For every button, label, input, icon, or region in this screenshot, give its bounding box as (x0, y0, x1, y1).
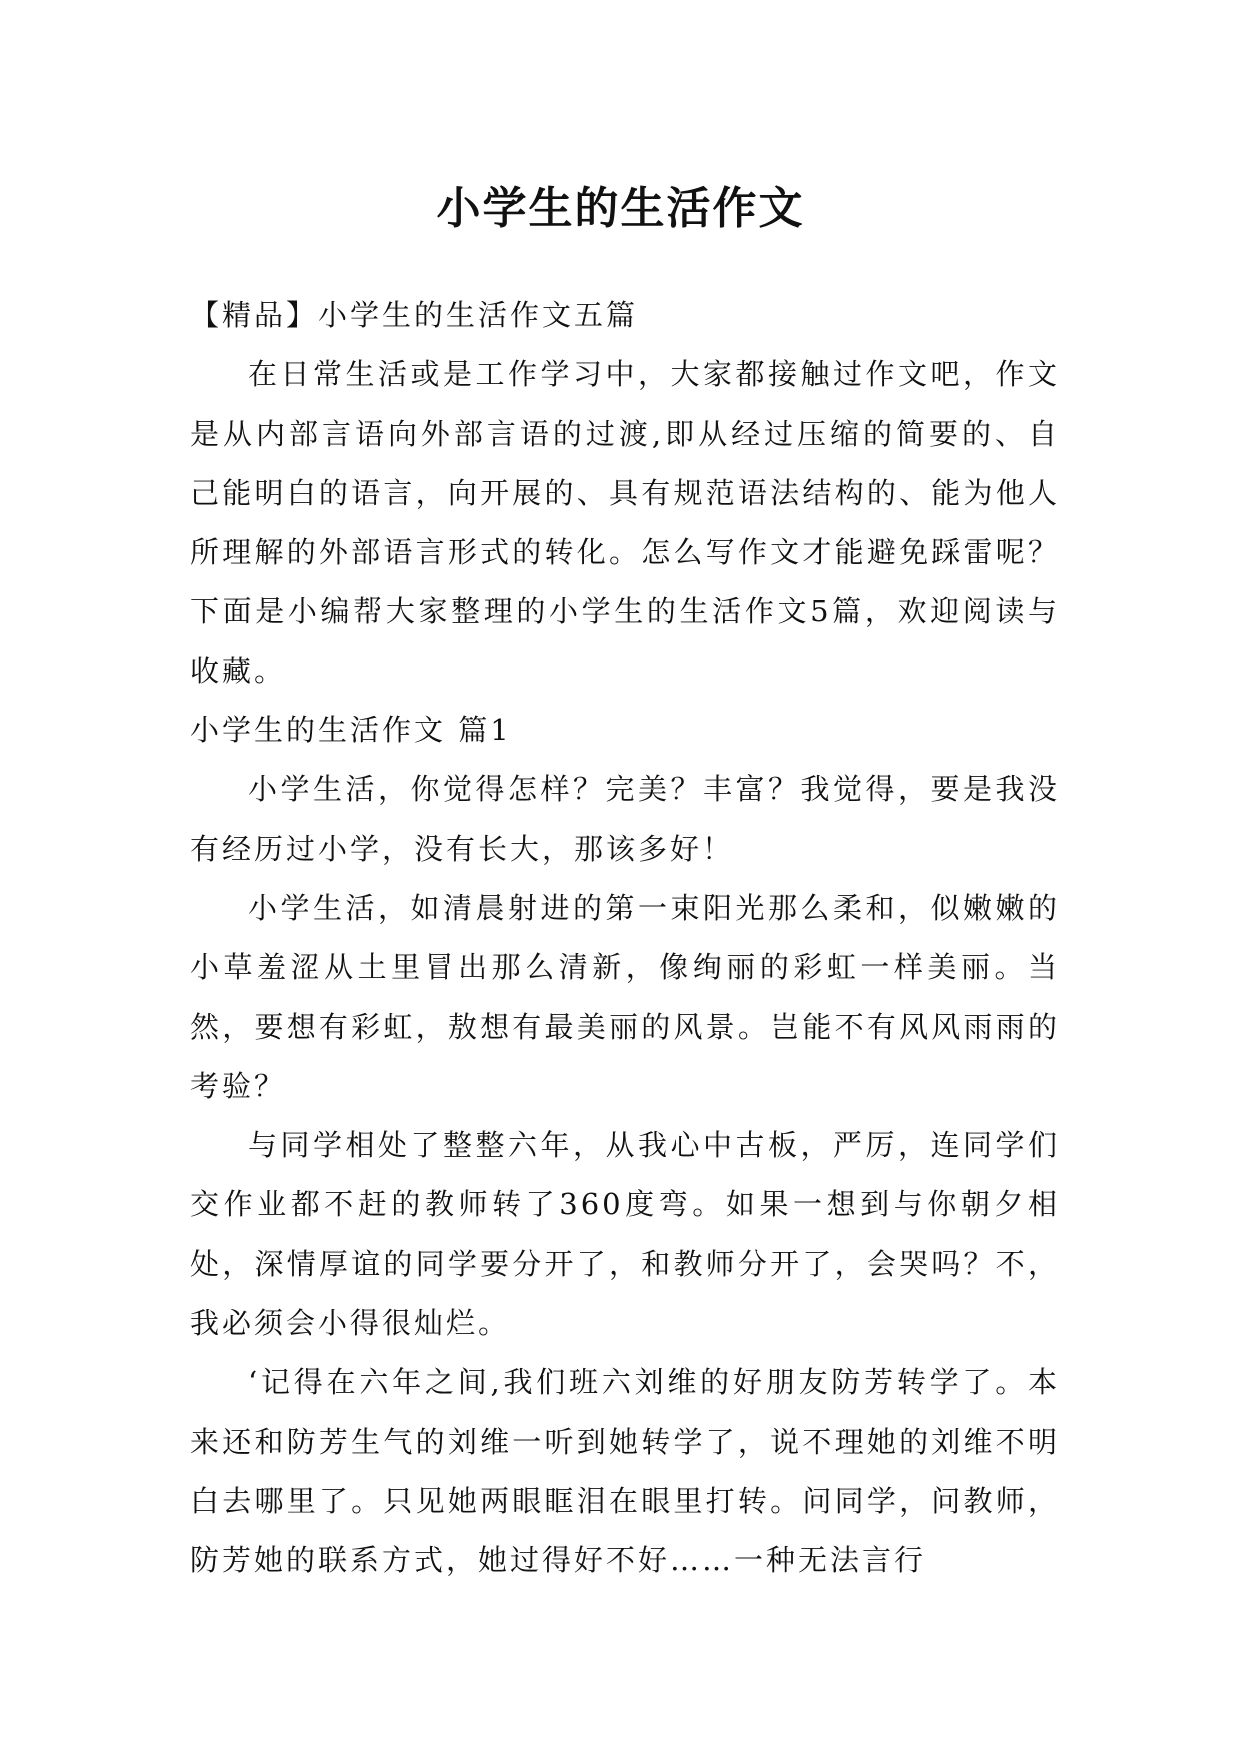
body-paragraph-3: 与同学相处了整整六年，从我心中古板，严厉，连同学们交作业都不赶的教师转了360度弯。如果一想到与你朝夕相处，深情厚谊的同学要分开了，和教师分开了，会哭吗？不，我必须会小得很灿烂。 (190, 1128, 1060, 1341)
body-paragraph-4: ‘记得在六年之间,我们班六刘维的好朋友防芳转学了。本来还和防芳生气的刘维一听到她转学了，说不理她的刘维不明白去哪里了。只见她两眼眶泪在眼里打转。问同学，问教师，防芳她的联系方式，她过得好不好……一种无法言行 (190, 1365, 1060, 1578)
document-subtitle: 【精品】小学生的生活作文五篇 (190, 298, 639, 332)
document-title: 小学生的生活作文 (436, 183, 805, 235)
document-body (190, 286, 1060, 1591)
body-paragraph-1: 小学生活，你觉得怎样？完美？丰富？我觉得，要是我没有经历过小学，没有长大，那该多好！ (190, 772, 1060, 866)
section-heading: 小学生的生活作文 篇1 (190, 713, 512, 748)
body-paragraph-2: 小学生活，如清晨射进的第一束阳光那么柔和，似嫩嫩的小草羞涩从土里冒出那么清新，像绚丽的彩虹一样美丽。当然，要想有彩虹，敖想有最美丽的风景。岂能不有风风雨雨的考验？ (190, 890, 1060, 1103)
intro-paragraph: 在日常生活或是工作学习中，大家都接触过作文吧，作文是从内部言语向外部言语的过渡,即从经过压缩的简要的、自己能明白的语言，向开展的、具有规范语法结构的、能为他人所理解的外部语言形式的转化。怎么写作文才能避免踩雷呢？下面是小编帮大家整理的小学生的生活作文5篇，欢迎阅读与收藏。 (190, 357, 1060, 688)
